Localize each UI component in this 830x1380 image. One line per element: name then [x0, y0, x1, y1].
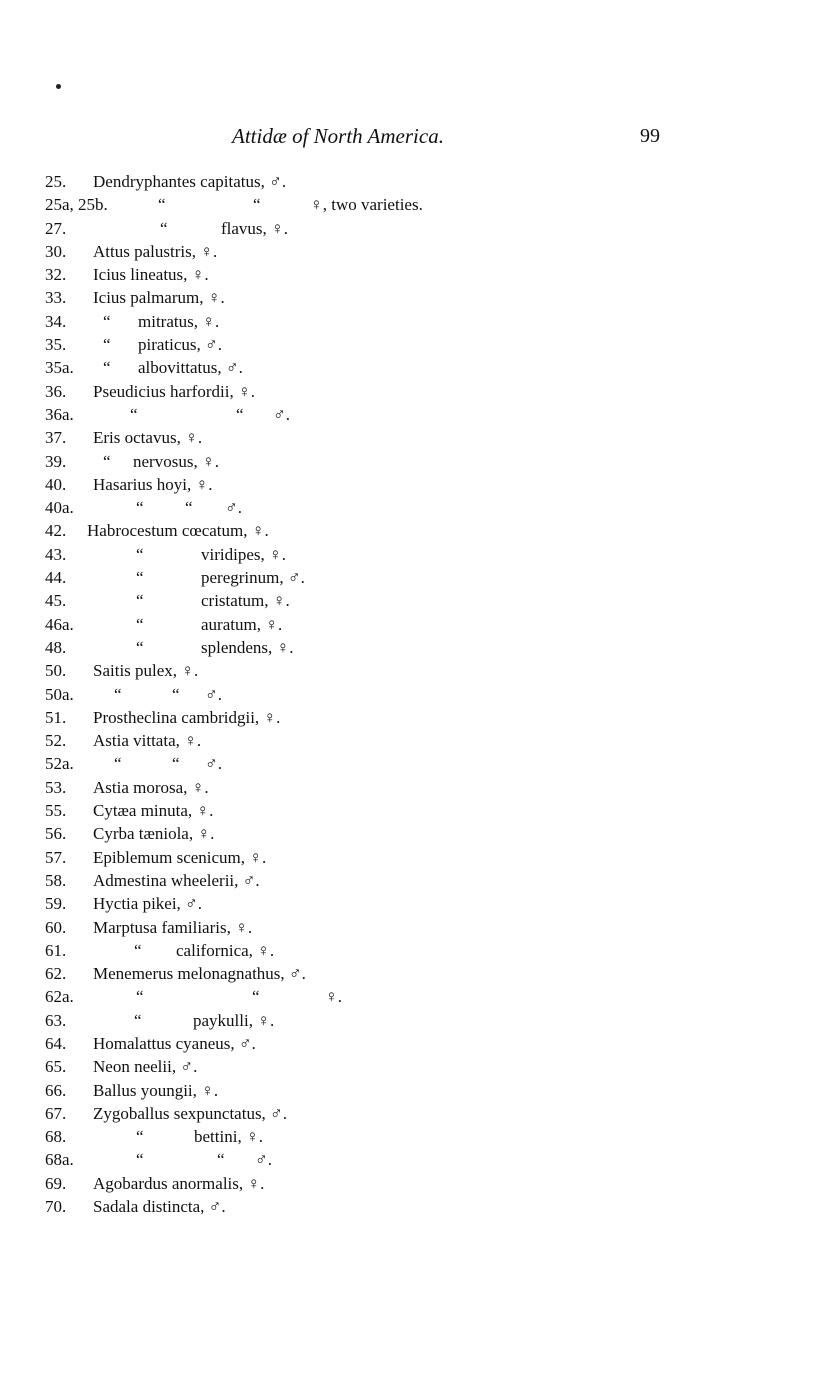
plate-number: 61.	[45, 940, 67, 960]
plate-number: 35a.	[45, 358, 74, 378]
ditto-mark: “	[130, 404, 138, 424]
list-item	[0, 519, 830, 542]
plate-number: 63.	[45, 1010, 67, 1030]
page-number: 99	[640, 125, 660, 147]
plate-number: 68a.	[45, 1150, 74, 1170]
list-item	[0, 683, 830, 706]
ditto-mark: “	[136, 987, 144, 1007]
species-name: Astia vittata, ♀.	[93, 731, 202, 751]
species-name: Pseudicius harfordii, ♀.	[93, 381, 255, 401]
ditto-mark: “	[136, 1127, 144, 1147]
plate-number: 58.	[45, 870, 67, 890]
species-name: Prostheclina cambridgii, ♀.	[93, 707, 281, 727]
stray-dot	[56, 84, 61, 89]
ditto-mark: “	[136, 637, 144, 657]
species-epithet: ♀, two varieties.	[310, 195, 423, 215]
species-name: Admestina wheelerii, ♂.	[93, 870, 260, 890]
species-name: Hyctia pikei, ♂.	[93, 894, 203, 914]
ditto-mark: “	[158, 195, 166, 215]
list-item	[0, 985, 830, 1008]
plate-number: 60.	[45, 917, 67, 937]
list-item	[0, 450, 830, 473]
species-name: Homalattus cyaneus, ♂.	[93, 1033, 256, 1053]
species-name: Icius palmarum, ♀.	[93, 288, 225, 308]
plate-number: 46a.	[45, 614, 74, 634]
species-name: Icius lineatus, ♀.	[93, 265, 209, 285]
plate-number: 35.	[45, 335, 67, 355]
plate-number: 30.	[45, 241, 67, 261]
plate-number: 69.	[45, 1173, 67, 1193]
plate-number: 33.	[45, 288, 67, 308]
plate-number: 43.	[45, 544, 67, 564]
list-item	[0, 1032, 830, 1055]
species-epithet: auratum, ♀.	[201, 614, 283, 634]
list-item	[0, 1009, 830, 1032]
plate-number: 36a.	[45, 404, 74, 424]
list-item	[0, 799, 830, 822]
list-item	[0, 1195, 830, 1218]
list-item	[0, 1125, 830, 1148]
ditto-mark: “	[236, 404, 244, 424]
species-name: Cytæa minuta, ♀.	[93, 801, 214, 821]
list-item	[0, 892, 830, 915]
ditto-mark: “	[136, 568, 144, 588]
species-epithet: ♂.	[255, 1150, 272, 1170]
plate-number: 68.	[45, 1127, 67, 1147]
species-name: Habrocestum cœcatum, ♀.	[87, 521, 269, 541]
list-item	[0, 310, 830, 333]
plate-number: 50a.	[45, 684, 74, 704]
species-epithet: piraticus, ♂.	[138, 335, 223, 355]
running-title: Attidæ of North America.	[232, 124, 444, 148]
list-item	[0, 543, 830, 566]
ditto-mark: “	[103, 451, 111, 471]
ditto-mark: “	[160, 218, 168, 238]
plate-number: 27.	[45, 218, 67, 238]
ditto-mark: “	[252, 987, 260, 1007]
species-epithet: bettini, ♀.	[194, 1127, 263, 1147]
species-epithet: ♂.	[205, 754, 222, 774]
species-name: Saitis pulex, ♀.	[93, 661, 199, 681]
plate-number: 39.	[45, 451, 67, 471]
ditto-mark: “	[103, 335, 111, 355]
ditto-mark: “	[185, 498, 193, 518]
species-list	[0, 170, 830, 1218]
species-epithet: ♀.	[325, 987, 342, 1007]
plate-number: 25.	[45, 172, 67, 191]
species-epithet: splendens, ♀.	[201, 637, 294, 657]
ditto-mark: “	[134, 940, 142, 960]
ditto-mark: “	[253, 195, 261, 215]
plate-number: 40a.	[45, 498, 74, 518]
plate-number: 62a.	[45, 987, 74, 1007]
plate-number: 65.	[45, 1057, 67, 1077]
list-item	[0, 706, 830, 729]
list-item	[0, 916, 830, 939]
species-epithet: ♂.	[225, 498, 242, 518]
species-name: Attus palustris, ♀.	[93, 241, 218, 261]
ditto-mark: “	[172, 754, 180, 774]
species-name: Astia morosa, ♀.	[93, 777, 209, 797]
list-item	[0, 822, 830, 845]
list-item	[0, 380, 830, 403]
plate-number: 32.	[45, 265, 67, 285]
species-epithet: cristatum, ♀.	[201, 591, 290, 611]
species-epithet: peregrinum, ♂.	[201, 568, 305, 588]
ditto-mark: “	[217, 1150, 225, 1170]
species-epithet: ♂.	[273, 404, 290, 424]
plate-number: 50.	[45, 661, 67, 681]
list-item	[0, 1148, 830, 1171]
list-item	[0, 473, 830, 496]
list-item	[0, 496, 830, 519]
list-item	[0, 193, 830, 216]
list-item	[0, 962, 830, 985]
list-item	[0, 1055, 830, 1078]
ditto-mark: “	[136, 544, 144, 564]
plate-number: 45.	[45, 591, 67, 611]
species-name: Ballus youngii, ♀.	[93, 1080, 219, 1100]
species-name: Sadala distincta, ♂.	[93, 1197, 226, 1217]
plate-number: 34.	[45, 311, 67, 331]
list-item	[0, 566, 830, 589]
ditto-mark: “	[136, 614, 144, 634]
species-name: Agobardus anormalis, ♀.	[93, 1173, 265, 1193]
list-item	[0, 333, 830, 356]
plate-number: 56.	[45, 824, 67, 844]
plate-number: 37.	[45, 428, 67, 448]
plate-number: 40.	[45, 474, 67, 494]
species-epithet: viridipes, ♀.	[201, 544, 286, 564]
plate-number: 57.	[45, 847, 67, 867]
plate-number: 59.	[45, 894, 67, 914]
list-item	[0, 1079, 830, 1102]
plate-number: 64.	[45, 1033, 67, 1053]
plate-number: 25a, 25b.	[45, 195, 108, 215]
list-item	[0, 426, 830, 449]
plate-number: 52.	[45, 731, 67, 751]
plate-number: 51.	[45, 707, 67, 727]
ditto-mark: “	[136, 498, 144, 518]
ditto-mark: “	[136, 591, 144, 611]
ditto-mark: “	[103, 358, 111, 378]
species-epithet: flavus, ♀.	[221, 218, 289, 238]
species-name: Dendryphantes capitatus, ♂.	[93, 172, 287, 191]
plate-number: 48.	[45, 637, 67, 657]
plate-number: 36.	[45, 381, 67, 401]
species-name: Epiblemum scenicum, ♀.	[93, 847, 267, 867]
ditto-mark: “	[103, 311, 111, 331]
species-name: Eris octavus, ♀.	[93, 428, 203, 448]
plate-number: 44.	[45, 568, 67, 588]
species-name: Menemerus melonagnathus, ♂.	[93, 964, 306, 984]
list-item	[0, 846, 830, 869]
list-item	[0, 752, 830, 775]
list-item	[0, 589, 830, 612]
ditto-mark: “	[114, 684, 122, 704]
species-name: Hasarius hoyi, ♀.	[93, 474, 213, 494]
list-item	[0, 286, 830, 309]
species-epithet: mitratus, ♀.	[138, 311, 220, 331]
list-item	[0, 1172, 830, 1195]
plate-number: 53.	[45, 777, 67, 797]
plate-number: 67.	[45, 1103, 67, 1123]
species-epithet: albovittatus, ♂.	[138, 358, 243, 378]
list-item	[0, 1102, 830, 1125]
list-item	[0, 240, 830, 263]
list-item	[0, 659, 830, 682]
list-item	[0, 869, 830, 892]
plate-number: 70.	[45, 1197, 67, 1217]
ditto-mark: “	[134, 1010, 142, 1030]
list-item	[0, 636, 830, 659]
species-epithet: paykulli, ♀.	[193, 1010, 275, 1030]
species-epithet: ♂.	[205, 684, 222, 704]
species-name: Zygoballus sexpunctatus, ♂.	[93, 1103, 288, 1123]
ditto-mark: “	[136, 1150, 144, 1170]
list-item	[0, 263, 830, 286]
ditto-mark: “	[114, 754, 122, 774]
plate-number: 62.	[45, 964, 67, 984]
list-item	[0, 729, 830, 752]
ditto-mark: “	[172, 684, 180, 704]
list-item	[0, 217, 830, 240]
list-item	[0, 170, 830, 193]
list-item	[0, 403, 830, 426]
list-item	[0, 776, 830, 799]
species-epithet: nervosus, ♀.	[133, 451, 219, 471]
list-item	[0, 613, 830, 636]
plate-number: 66.	[45, 1080, 67, 1100]
list-item	[0, 939, 830, 962]
plate-number: 52a.	[45, 754, 74, 774]
list-item	[0, 356, 830, 379]
species-name: Marptusa familiaris, ♀.	[93, 917, 253, 937]
species-epithet: californica, ♀.	[176, 940, 275, 960]
species-name: Cyrba tæniola, ♀.	[93, 824, 215, 844]
plate-number: 42.	[45, 521, 67, 541]
plate-number: 55.	[45, 801, 67, 821]
species-name: Neon neelii, ♂.	[93, 1057, 198, 1077]
